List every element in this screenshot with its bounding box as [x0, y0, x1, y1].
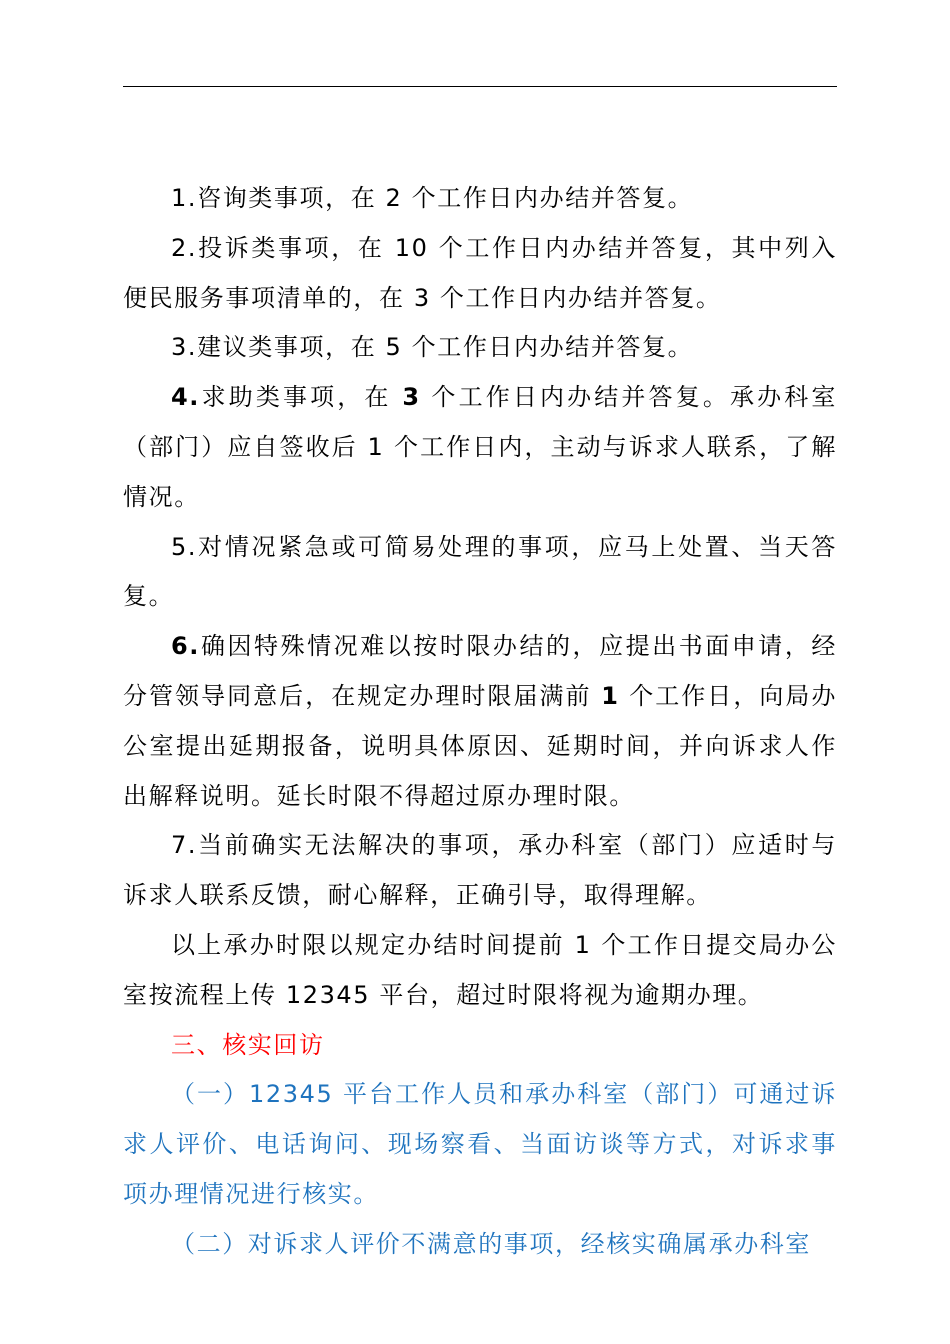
paragraph-9: （一）12345 平台工作人员和承办科室（部门）可通过诉求人评价、电话询问、现场察看、当面访谈等方式，对诉求事项办理情况进行核实。 [123, 1080, 837, 1208]
paragraph-4-text-a: 求助类事项，在 [200, 383, 403, 412]
paragraph-6-text-a: 确因特殊情况难以按时限办结的，应提出书面申请，经分管领导同意后，在规定办理时限届满前 [123, 632, 837, 710]
paragraph-7: 7.当前确实无法解决的事项，承办科室（部门）应适时与诉求人联系反馈，耐心解释，正确引导，取得理解。 [123, 831, 837, 910]
paragraph-4 [123, 373, 837, 522]
paragraph-6-text-b: 个工作日，向局办公室提出延期报备，说明具体原因、延期时间，并向诉求人作出解释说明。延长时限不得超过原办理时限。 [123, 681, 838, 810]
section-heading-3: 三、核实回访 [171, 1030, 325, 1059]
document-body [123, 174, 837, 1270]
paragraph-10: （二）对诉求人评价不满意的事项，经核实确属承办科室 [171, 1229, 811, 1258]
header-rule [123, 86, 837, 87]
paragraph-6-number: 6. [171, 632, 201, 661]
paragraph-1: 1.咨询类事项，在 2 个工作日内办结并答复。 [171, 184, 694, 212]
paragraph-2: 2.投诉类事项，在 10 个工作日内办结并答复，其中列入便民服务事项清单的，在 3 个工作日内办结并答复。 [123, 233, 837, 312]
paragraph-4-text-b: 个工作日内办结并答复。承办科室（部门）应自签收后 1 个工作日内，主动与诉求人联系，了解情况。 [123, 383, 837, 511]
paragraph-4-days: 3 [402, 383, 421, 412]
paragraph-5: 5.对情况紧急或可简易处理的事项，应马上处置、当天答复。 [123, 532, 837, 611]
paragraph-6 [123, 622, 837, 821]
paragraph-8: 以上承办时限以规定办结时间提前 1 个工作日提交局办公室按流程上传 12345 平台，超过时限将视为逾期办理。 [123, 930, 837, 1009]
paragraph-3: 3.建议类事项，在 5 个工作日内办结并答复。 [171, 333, 694, 362]
paragraph-4-number: 4. [171, 383, 201, 412]
paragraph-6-days: 1 [601, 681, 620, 710]
